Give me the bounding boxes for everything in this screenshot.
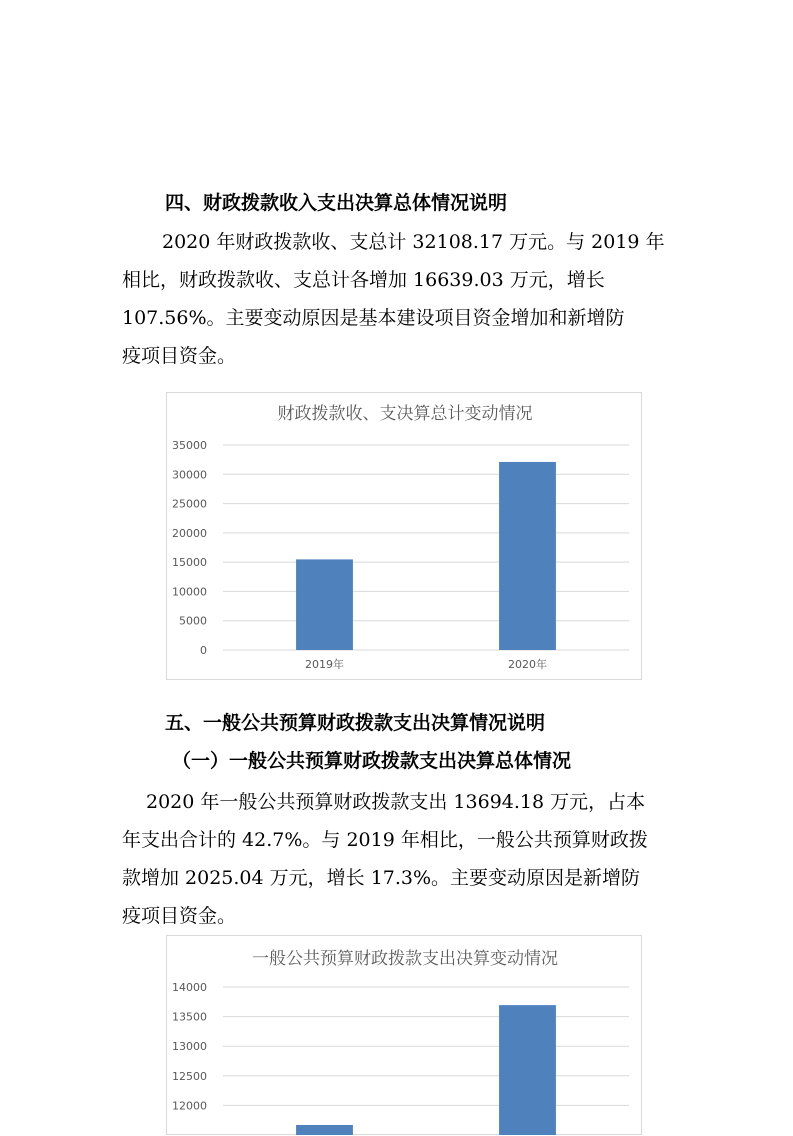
chart-general-budget-svg	[167, 936, 643, 1136]
paragraph-line: 相比，财政拨款收、支总计各增加 16639.03 万元，增长	[122, 269, 605, 291]
bar-2020年	[499, 1005, 556, 1135]
paragraph-line: 疫项目资金。	[122, 905, 237, 927]
y-tick-label: 5000	[179, 614, 207, 628]
y-tick-label: 10000	[172, 585, 207, 599]
y-tick-label: 13000	[172, 1040, 207, 1054]
paragraph-line: 年支出合计的 42.7%。与 2019 年相比，一般公共预算财政拨	[122, 829, 648, 851]
y-tick-label: 12000	[172, 1099, 207, 1113]
chart-general-budget	[166, 935, 642, 1135]
section4-paragraph	[122, 226, 682, 367]
y-tick-label: 13500	[172, 1010, 207, 1024]
paragraph-line: 款增加 2025.04 万元，增长 17.3%。主要变动原因是新增防	[122, 867, 641, 889]
chart-title: 一般公共预算财政拨款支出决算变动情况	[252, 949, 558, 969]
section5-heading: 五、一般公共预算财政拨款支出决算情况说明	[165, 712, 546, 734]
y-tick-label: 20000	[172, 526, 207, 540]
y-tick-label: 0	[200, 644, 207, 657]
chart-title: 财政拨款收、支决算总计变动情况	[277, 404, 533, 424]
section4-heading: 四、财政拨款收入支出决算总体情况说明	[165, 192, 508, 214]
chart-fiscal-total-svg	[167, 393, 643, 681]
y-tick-label: 25000	[172, 497, 207, 511]
bar-2019年	[296, 1125, 353, 1135]
y-tick-label: 30000	[172, 468, 207, 482]
x-tick-label: 2020年	[508, 658, 547, 671]
paragraph-line: 2020 年一般公共预算财政拨款支出 13694.18 万元，占本	[146, 791, 646, 813]
x-tick-label: 2019年	[305, 658, 344, 671]
paragraph-line: 107.56%。主要变动原因是基本建设项目资金增加和新增防	[122, 307, 625, 329]
chart-fiscal-total	[166, 392, 642, 680]
paragraph-line: 疫项目资金。	[122, 345, 237, 367]
y-tick-label: 35000	[172, 439, 207, 452]
y-tick-label: 12500	[172, 1069, 207, 1083]
bar-2019年	[296, 559, 353, 650]
section5-paragraph	[122, 786, 682, 927]
section5-subheading: （一）一般公共预算财政拨款支出决算总体情况	[172, 750, 572, 772]
bar-2020年	[499, 462, 556, 650]
paragraph-line: 2020 年财政拨款收、支总计 32108.17 万元。与 2019 年	[162, 231, 665, 253]
y-tick-label: 14000	[172, 981, 207, 994]
y-tick-label: 15000	[172, 556, 207, 570]
